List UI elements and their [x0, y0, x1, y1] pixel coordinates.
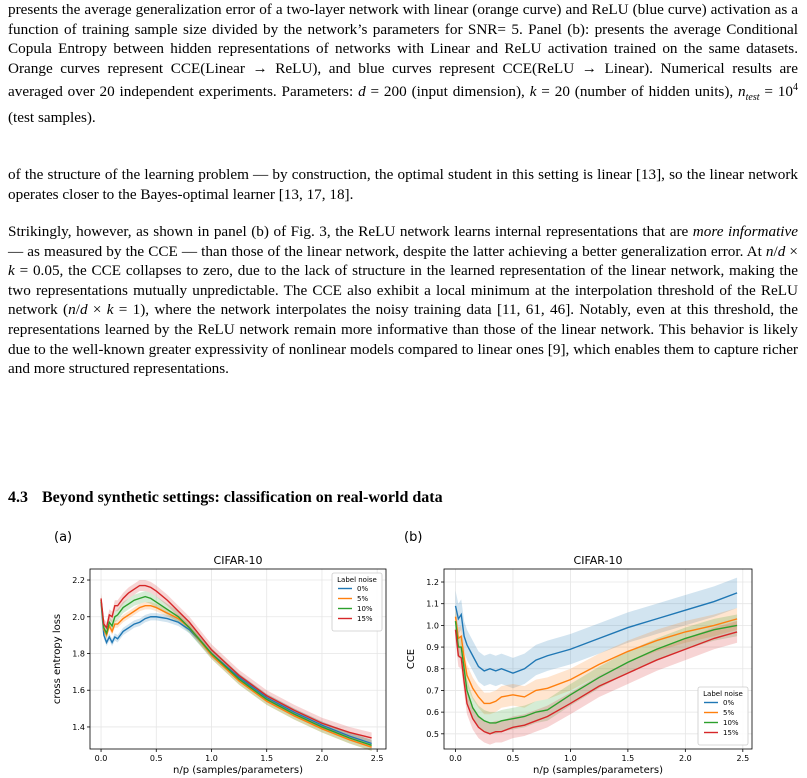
chart-0-ytick-label-2: 1.8 [72, 649, 85, 659]
chart-0-legend-entry-1: 5% [357, 595, 369, 603]
chart-0-xlabel: n/p (samples/parameters) [173, 765, 303, 776]
chart-0-xtick-label-0: 0.0 [94, 754, 108, 763]
chart-1-xtick-label-5: 2.5 [736, 754, 750, 763]
chart-0-title: CIFAR-10 [213, 554, 263, 567]
chart-1-xtick-label-3: 1.5 [621, 754, 635, 763]
chart-0-ytick-label-0: 1.4 [72, 722, 85, 732]
chart-1-xtick-label-0: 0.0 [449, 754, 462, 763]
section-heading [8, 489, 443, 507]
chart-0-legend-title: Label noise [337, 576, 377, 584]
chart-1-xtick-label-4: 2.0 [678, 754, 692, 763]
chart-a-cross-entropy [40, 545, 400, 777]
chart-1-legend-entry-0: 0% [723, 699, 735, 707]
chart-0-ytick-label-3: 2.0 [72, 612, 85, 622]
chart-1-ytick-label-5: 1.0 [426, 621, 439, 631]
body-paragraph-1: of the structure of the learning problem — by construction, the optimal student in this setting is linear [13], so the linear network operates closer to the Bayes-optimal learner [13, 17, 18]. [8, 166, 798, 203]
section-number: 4.3 [8, 489, 28, 506]
chart-0-xtick-label-2: 1.0 [205, 754, 218, 763]
chart-0-legend-entry-3: 15% [357, 615, 373, 623]
chart-b-cce [400, 545, 760, 777]
chart-0-xtick-label-5: 2.5 [370, 754, 384, 763]
figure-caption: presents the average generalization error of a two-layer network with linear (orange curve) and ReLU (blue curve) activation as a function of training sample size divided by the network’s parameters for SNR= 5. Panel (b): presents the average Conditional Copula Entropy between hidden representations of networks with Linear and ReLU activation trained on the same datasets. Orange curves represent CCE(Linear → ReLU), and blue curves represent CCE(ReLU → Linear). Numerical results are averaged over 20 independent experiments. Parameters: d = 200 (input dimension), k = 20 (number of hidden units), $n_{test} = 10^4$ (test samples). [8, 1, 798, 127]
chart-1-ytick-label-7: 1.2 [426, 578, 439, 588]
chart-0-xtick-label-3: 1.5 [260, 754, 274, 763]
chart-1-ylabel: CCE [406, 648, 417, 670]
chart-0-ytick-label-4: 2.2 [72, 576, 85, 586]
chart-1-title: CIFAR-10 [573, 554, 623, 567]
chart-1-ytick-label-6: 1.1 [426, 599, 439, 609]
chart-0-ytick-label-1: 1.6 [72, 686, 85, 696]
chart-1-xtick-label-1: 0.5 [506, 754, 520, 763]
section-title: Beyond synthetic settings: classification on real-world data [42, 489, 443, 506]
panel-a-label: (a) [54, 530, 73, 545]
chart-1-ytick-label-3: 0.8 [426, 664, 439, 674]
chart-0-xtick-label-4: 2.0 [315, 754, 329, 763]
chart-0-legend-entry-2: 10% [357, 605, 373, 613]
chart-1-ytick-label-1: 0.6 [426, 708, 439, 718]
chart-1-ytick-label-4: 0.9 [426, 643, 439, 653]
chart-1-legend-entry-2: 10% [723, 719, 739, 727]
chart-1-xtick-label-2: 1.0 [564, 754, 577, 763]
panel-b-label: (b) [404, 530, 423, 545]
chart-0-legend-entry-0: 0% [357, 585, 369, 593]
body-paragraph-2: Strikingly, however, as shown in panel (b) of Fig. 3, the ReLU network learns internal representations that are more informative — as measured by the CCE — than those of the linear network, despite the latter achieving a better generalization error. At n/d × k = 0.05, the CCE collapses to zero, due to the lack of structure in the learned representation of the linear network, making the two representations mutually unpredictable. The CCE also exhibit a local minimum at the interpolation threshold of the ReLU network (n/d × k = 1), where the network interpolates the noisy training data [11, 61, 46]. Notably, even at this threshold, the representations learned by the ReLU network remain more informative than those of the linear network. This behavior is likely due to the well-known greater expressivity of nonlinear models compared to linear ones [9], which enables them to capture richer and more structured representations. [8, 223, 798, 378]
chart-1-ytick-label-0: 0.5 [426, 729, 439, 739]
chart-0-ylabel: cross entropy loss [52, 613, 63, 705]
chart-1-ytick-label-2: 0.7 [426, 686, 439, 696]
chart-1-legend-entry-3: 15% [723, 729, 739, 737]
chart-0-xtick-label-1: 0.5 [149, 754, 163, 763]
chart-1-legend-entry-1: 5% [723, 709, 735, 717]
chart-1-legend-title: Label noise [703, 690, 743, 698]
chart-1-xlabel: n/p (samples/parameters) [533, 765, 663, 776]
